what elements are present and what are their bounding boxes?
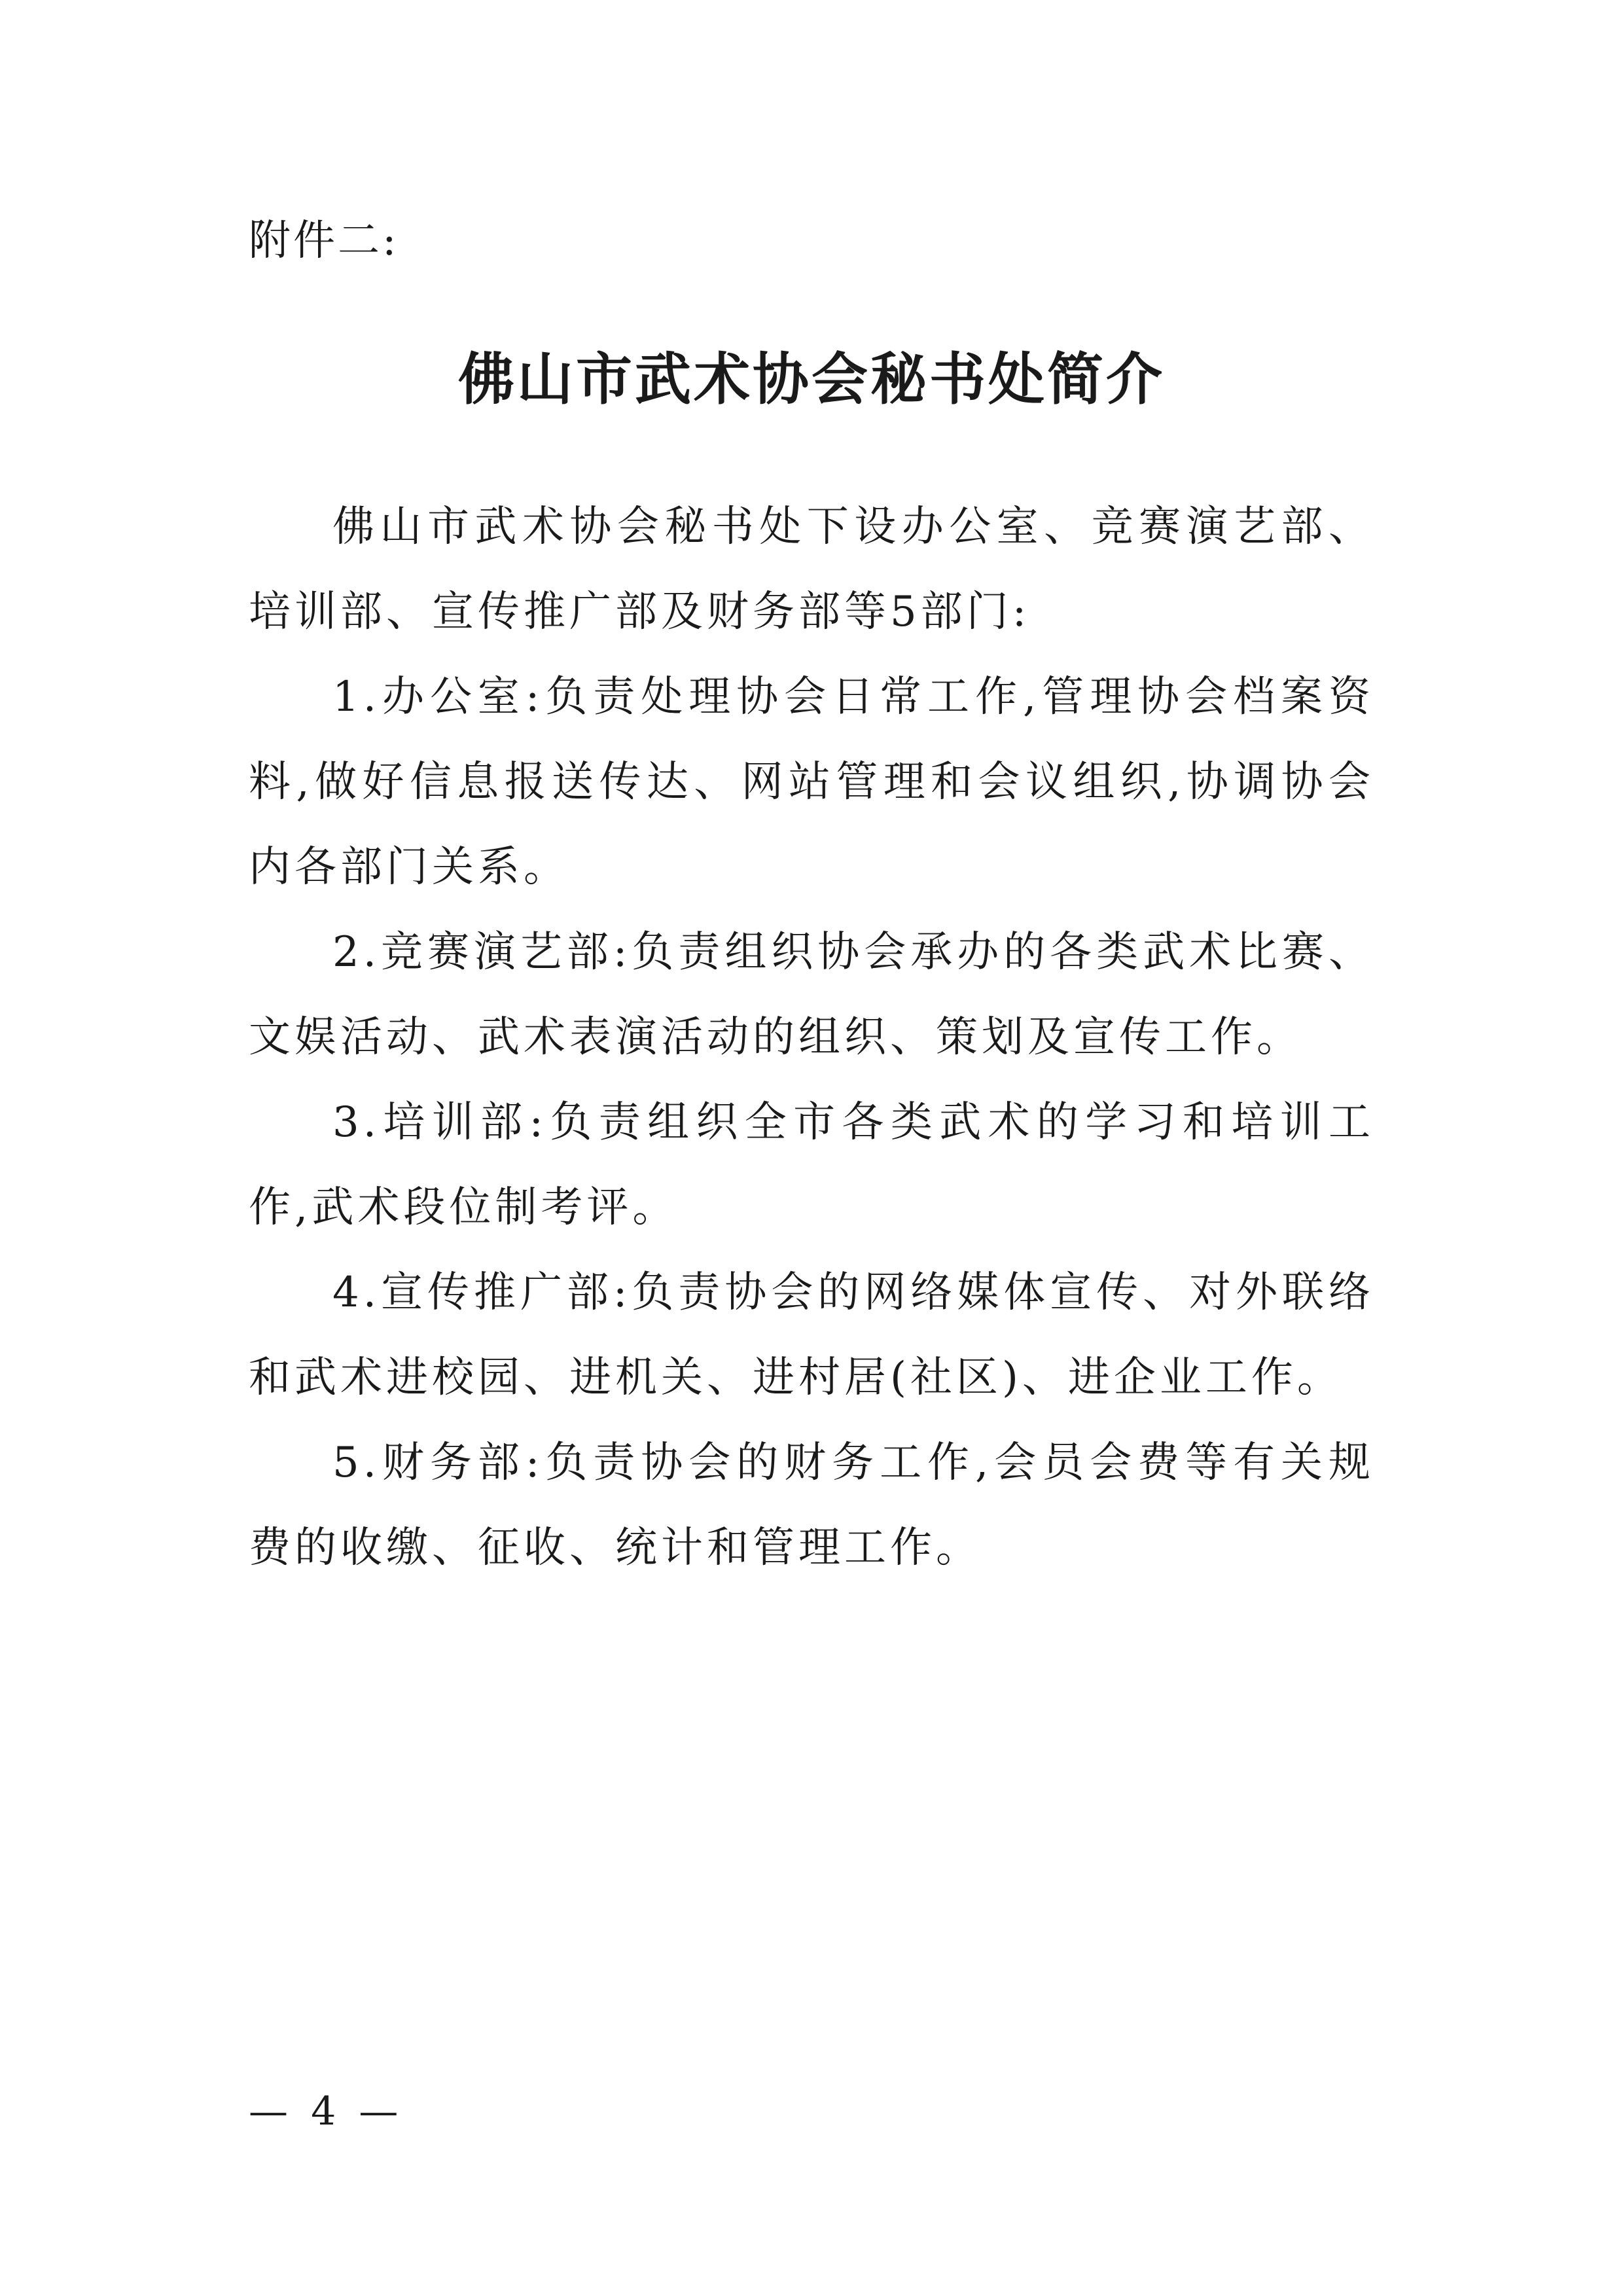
competition-paragraph: 2.竞赛演艺部:负责组织协会承办的各类武术比赛、文娱活动、武术表演活动的组织、策划及宣传工作。 bbox=[249, 928, 1374, 1062]
document-body bbox=[249, 484, 1374, 1590]
finance-paragraph: 5.财务部:负责协会的财务工作,会员会费等有关规费的收缴、征收、统计和管理工作。 bbox=[249, 1439, 1374, 1572]
document-title: 佛山市武术协会秘书处简介 bbox=[458, 347, 1165, 412]
attachment-label: 附件二: bbox=[249, 217, 399, 265]
office-paragraph: 1.办公室:负责处理协会日常工作,管理协会档案资料,做好信息报送传达、网站管理和会议组织,协调协会内各部门关系。 bbox=[249, 673, 1374, 891]
page-number: — 4 — bbox=[249, 2089, 404, 2134]
promotion-paragraph: 4.宣传推广部:负责协会的网络媒体宣传、对外联络和武术进校园、进机关、进村居(社区)、进企业工作。 bbox=[249, 1268, 1374, 1402]
intro-paragraph: 佛山市武术协会秘书处下设办公室、竞赛演艺部、培训部、宣传推广部及财务部等5部门: bbox=[249, 503, 1374, 636]
training-paragraph: 3.培训部:负责组织全市各类武术的学习和培训工作,武术段位制考评。 bbox=[249, 1098, 1374, 1232]
